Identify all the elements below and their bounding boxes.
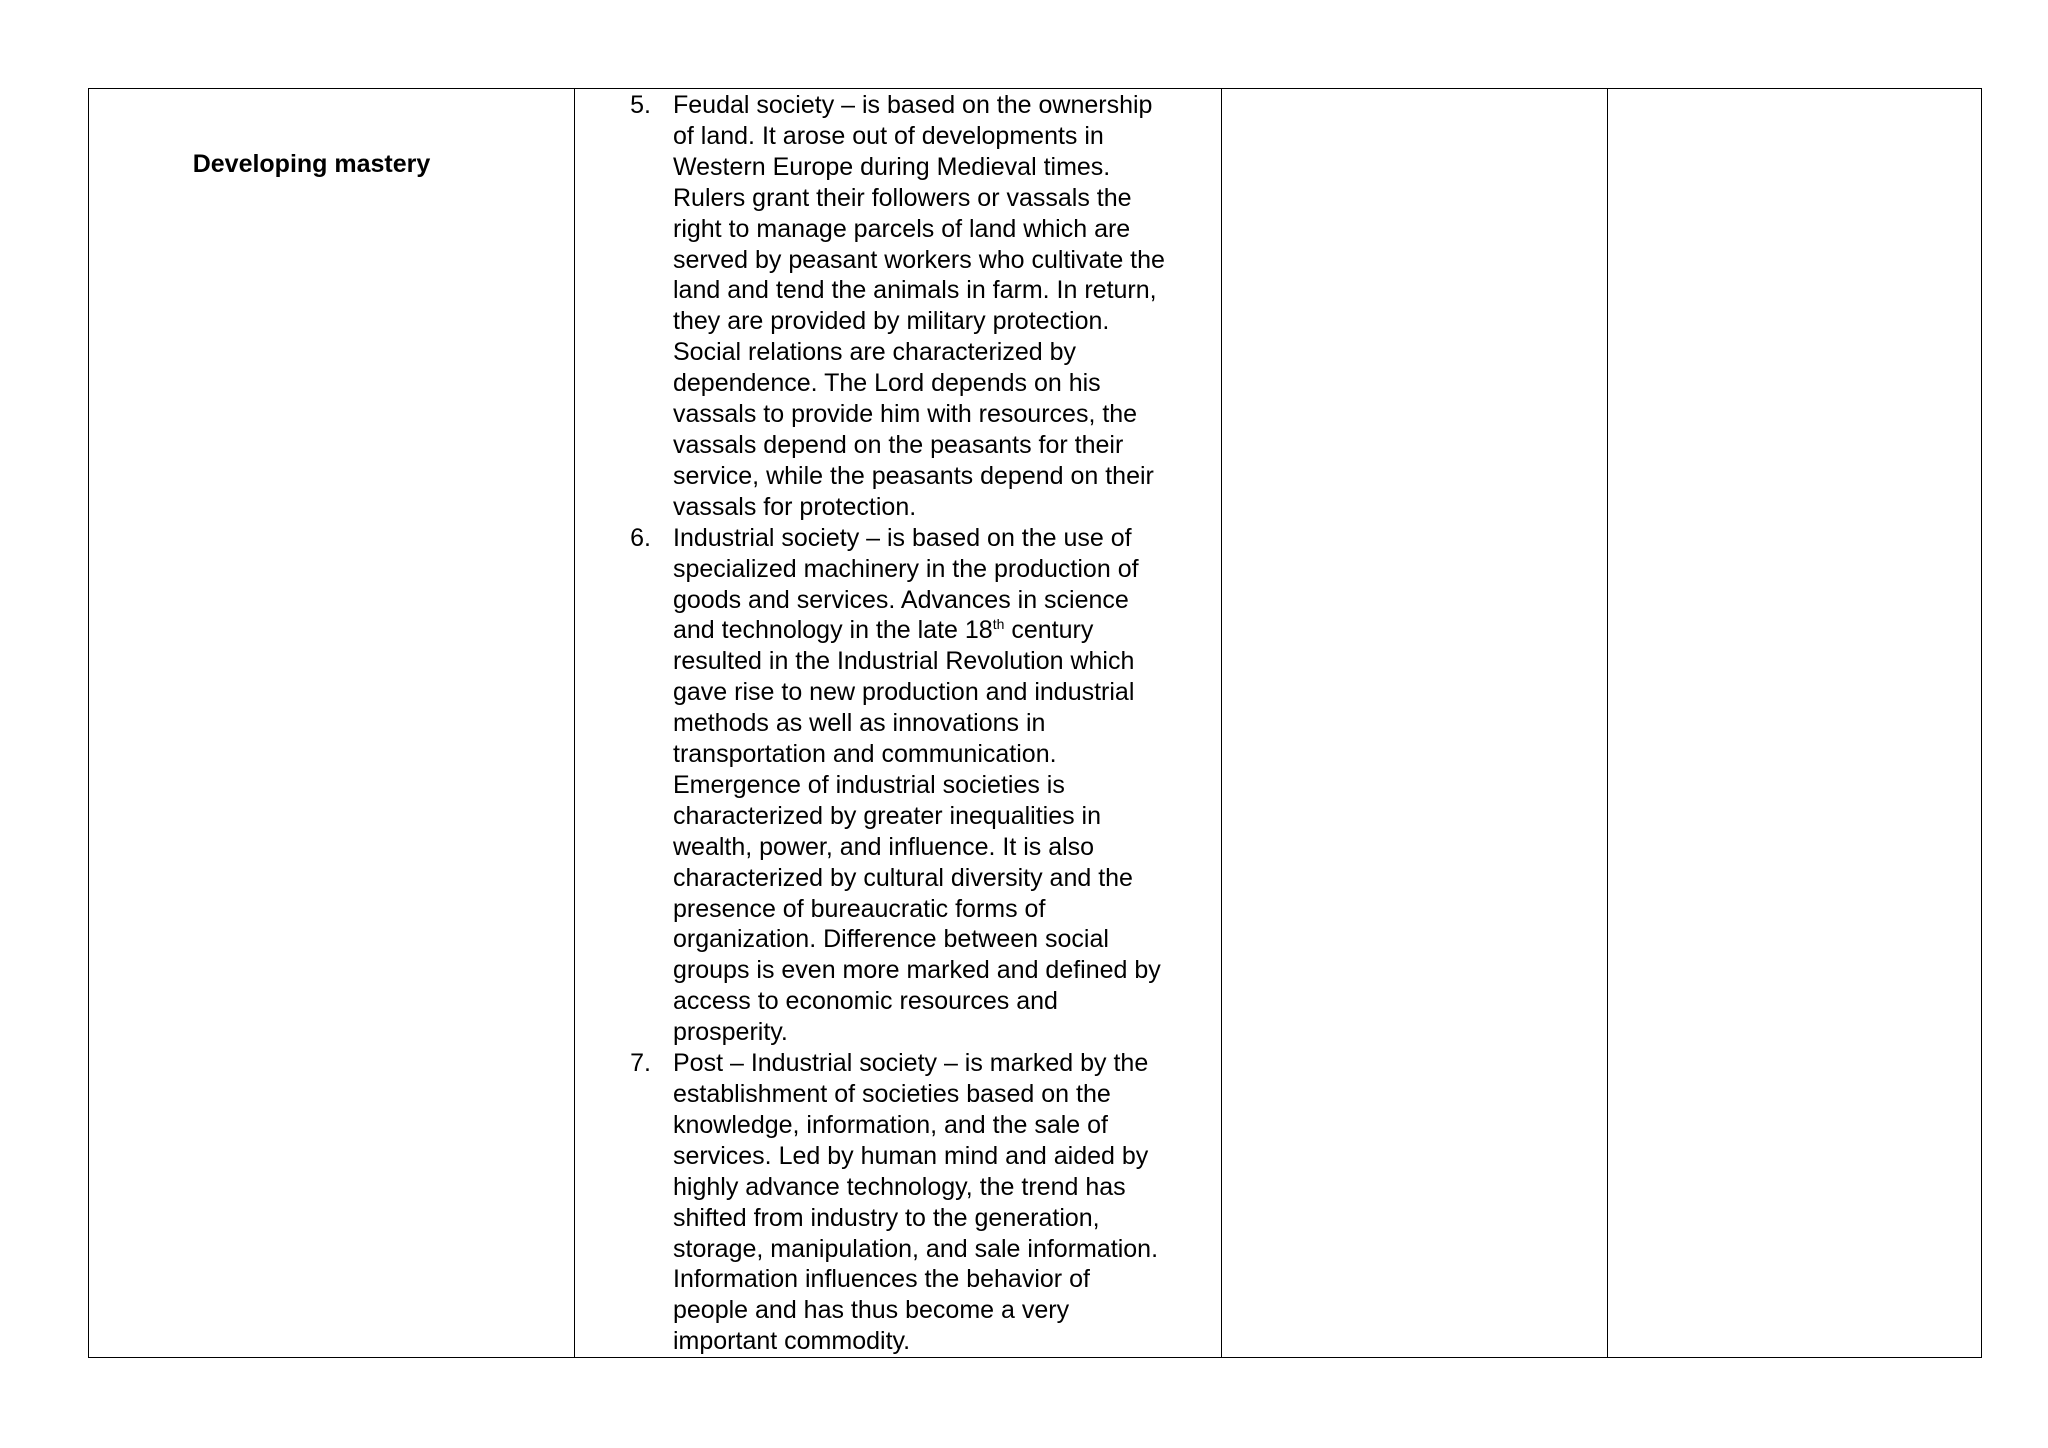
superscript: th	[992, 616, 1005, 633]
list-item	[575, 1048, 1221, 1357]
list-item-number: 5.	[630, 91, 651, 119]
list-item	[575, 523, 1221, 1048]
section-label-cell	[89, 89, 575, 1358]
content-cell	[575, 89, 1222, 1358]
empty-cell	[1222, 89, 1608, 1358]
list-item-text-part: Industrial society – is based on the use of specialized machinery in the production of goods and services. Advances in science and technology in the late 18	[673, 523, 1139, 645]
list-item-text: Feudal society – is based on the ownership of land. It arose out of developments in Western Europe during Medieval times. Rulers grant their followers or vassals the right to manage parcels of land which are served by peasant workers who cultivate the land and tend the animals in farm. In return, they are provided by military protection. Social relations are characterized by dependence. The Lord depends on his vassals to provide him with resources, the vassals depend on the peasants for their service, while the peasants depend on their vassals for protection.	[673, 91, 1165, 521]
lesson-table	[88, 88, 1982, 1358]
section-label: Developing mastery	[192, 150, 431, 178]
list-item-number: 7.	[630, 1049, 651, 1078]
list-item-text	[673, 523, 1209, 1048]
table-row	[89, 89, 1982, 1358]
list-item	[575, 90, 1221, 523]
empty-cell	[1608, 89, 1982, 1358]
list-item-text: Post – Industrial society – is marked by the establishment of societies based on the knowledge, information, and the sale of services. Led by human mind and aided by highly advance technology, the trend has shifted from industry to the generation, storage, manipulation, and sale information. Information influences the behavior of people and has thus become a very important commodity.	[673, 1049, 1159, 1356]
numbered-list	[575, 89, 1221, 1357]
list-item-text-part: century resulted in the Industrial Revolution which gave rise to new production and industrial methods as well as innovations in transportation and communication. Emergence of industrial societies is characterized by greater inequalities in wealth, power, and influence. It is also characterized by cultural diversity and the presence of bureaucratic forms of organization. Difference between social groups is even more marked and defined by access to economic resources and prosperity.	[673, 616, 1161, 1047]
list-item-number: 6.	[630, 523, 651, 552]
